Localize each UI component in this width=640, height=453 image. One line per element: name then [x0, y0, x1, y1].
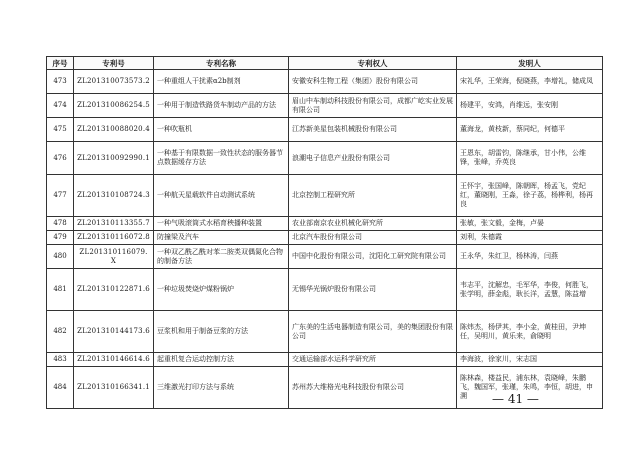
- table-row: [47, 94, 603, 118]
- cell-seq: 475: [47, 118, 74, 142]
- cell-patent-no: ZL201310113355.7: [74, 217, 154, 231]
- cell-patent-name: 一种重组人干扰素α2b制剂: [154, 70, 289, 94]
- cell-patent-name: 防撞梁及汽车: [154, 231, 289, 245]
- cell-patent-name: 起重机复合运动控制方法: [154, 353, 289, 367]
- cell-patent-name: 豆浆机和用于制备豆浆的方法: [154, 311, 289, 353]
- cell-owner: 北京控制工程研究所: [289, 175, 457, 217]
- cell-patent-name: 一种双乙酰乙酰对苯二胺类双偶氮化合物的制备方法: [154, 245, 289, 269]
- cell-seq: 482: [47, 311, 74, 353]
- cell-owner: 无锡华光锅炉股份有限公司: [289, 269, 457, 311]
- cell-owner: 苏州苏大维格光电科技股份有限公司: [289, 367, 457, 409]
- cell-seq: 484: [47, 367, 74, 409]
- cell-seq: 477: [47, 175, 74, 217]
- cell-patent-name: 一种航天星载软件自动测试系统: [154, 175, 289, 217]
- cell-patent-name: 一种用于制造铁路货车制动产品的方法: [154, 94, 289, 118]
- cell-seq: 480: [47, 245, 74, 269]
- cell-seq: 476: [47, 142, 74, 175]
- cell-patent-name: 一种基于有限数据一致性状态的服务器节点数据缓存方法: [154, 142, 289, 175]
- cell-owner: 江苏新美星包装机械股份有限公司: [289, 118, 457, 142]
- cell-patent-no: ZL201310122871.6: [74, 269, 154, 311]
- table-row: [47, 142, 603, 175]
- cell-inventor: 宋礼华，王荣海，倪晓燕，李增礼，储成凤: [457, 70, 603, 94]
- cell-patent-name: 一种垃圾焚烧炉煤粉锅炉: [154, 269, 289, 311]
- cell-owner: 广东美的生活电器制造有限公司，美的集团股份有限公司: [289, 311, 457, 353]
- cell-inventor: 王怀宇，张国峰，陈朝晖，杨孟飞，党纪红，董晓刚，王淼，徐子荔，杨桦利，杨再良: [457, 175, 603, 217]
- table-row: [47, 353, 603, 367]
- table-row: [47, 231, 603, 245]
- cell-inventor: 董海龙，黄枝新，蔡同纪，何德平: [457, 118, 603, 142]
- cell-owner: 中国中化股份有限公司，沈阳化工研究院有限公司: [289, 245, 457, 269]
- cell-patent-name: 一种气吸滚筒式水稻育秧播种装置: [154, 217, 289, 231]
- table-header-row: [47, 57, 603, 70]
- cell-patent-no: ZL201310144173.6: [74, 311, 154, 353]
- cell-inventor: 张敏，张文毅，金梅，卢晏: [457, 217, 603, 231]
- cell-inventor: 韦志平，沈解忠，毛军华，李俊，何胜飞，张学明，薛金彪，耿长洋，孟慧，陈益增: [457, 269, 603, 311]
- cell-inventor: 王永华，朱红卫，杨林涛，闫燕: [457, 245, 603, 269]
- cell-inventor: 李海波，徐家川，宋志国: [457, 353, 603, 367]
- table-row: [47, 245, 603, 269]
- table-row: [47, 311, 603, 353]
- cell-patent-no: ZL201310073573.2: [74, 70, 154, 94]
- cell-owner: 交通运输部水运科学研究所: [289, 353, 457, 367]
- cell-patent-name: 一种吹瓶机: [154, 118, 289, 142]
- cell-patent-no: ZL201310088020.4: [74, 118, 154, 142]
- table-row: [47, 269, 603, 311]
- cell-seq: 474: [47, 94, 74, 118]
- cell-patent-name: 三维激光打印方法与系统: [154, 367, 289, 409]
- cell-seq: 478: [47, 217, 74, 231]
- page-number: — 41 —: [492, 392, 539, 406]
- cell-patent-no: ZL201310086254.5: [74, 94, 154, 118]
- header-inventor: 发明人: [457, 57, 603, 70]
- cell-owner: 眉山中车制动科技股份有限公司，成都广屹实业发展有限公司: [289, 94, 457, 118]
- cell-patent-no: ZL201310116072.8: [74, 231, 154, 245]
- patent-table: [46, 56, 603, 409]
- cell-seq: 473: [47, 70, 74, 94]
- header-owner: 专利权人: [289, 57, 457, 70]
- header-patent-no: 专利号: [74, 57, 154, 70]
- header-patent-name: 专利名称: [154, 57, 289, 70]
- cell-owner: 北京汽车股份有限公司: [289, 231, 457, 245]
- cell-inventor: 陈炜杰，杨伊其，李小金，黄桂田，尹坤任，吴明川，黄乐来，俞晓明: [457, 311, 603, 353]
- cell-inventor: 陈林森，楼益民，浦东林，袁晓峰，朱鹏飞，魏国军，张瑾，朱鸣，李恒，胡进，申溯: [457, 367, 603, 409]
- cell-patent-no: ZL201310108724.3: [74, 175, 154, 217]
- cell-owner: 浪潮电子信息产业股份有限公司: [289, 142, 457, 175]
- cell-seq: 479: [47, 231, 74, 245]
- cell-inventor: 刘利，朱德霞: [457, 231, 603, 245]
- cell-inventor: 杨建平，安鸿，肖维远，张安刚: [457, 94, 603, 118]
- cell-owner: 安徽安科生物工程（集团）股份有限公司: [289, 70, 457, 94]
- cell-inventor: 王恩东，胡雷钧，陈继承，甘小伟，公维锋，张峰，乔英良: [457, 142, 603, 175]
- cell-patent-no: ZL201310166341.1: [74, 367, 154, 409]
- cell-patent-no: ZL201310092990.1: [74, 142, 154, 175]
- cell-seq: 481: [47, 269, 74, 311]
- header-seq: 序号: [47, 57, 74, 70]
- table-row: [47, 217, 603, 231]
- table-row: [47, 175, 603, 217]
- cell-patent-no: ZL201310116079.X: [74, 245, 154, 269]
- cell-owner: 农业部南京农业机械化研究所: [289, 217, 457, 231]
- table-row: [47, 70, 603, 94]
- table-row: [47, 118, 603, 142]
- cell-seq: 483: [47, 353, 74, 367]
- cell-patent-no: ZL201310146614.6: [74, 353, 154, 367]
